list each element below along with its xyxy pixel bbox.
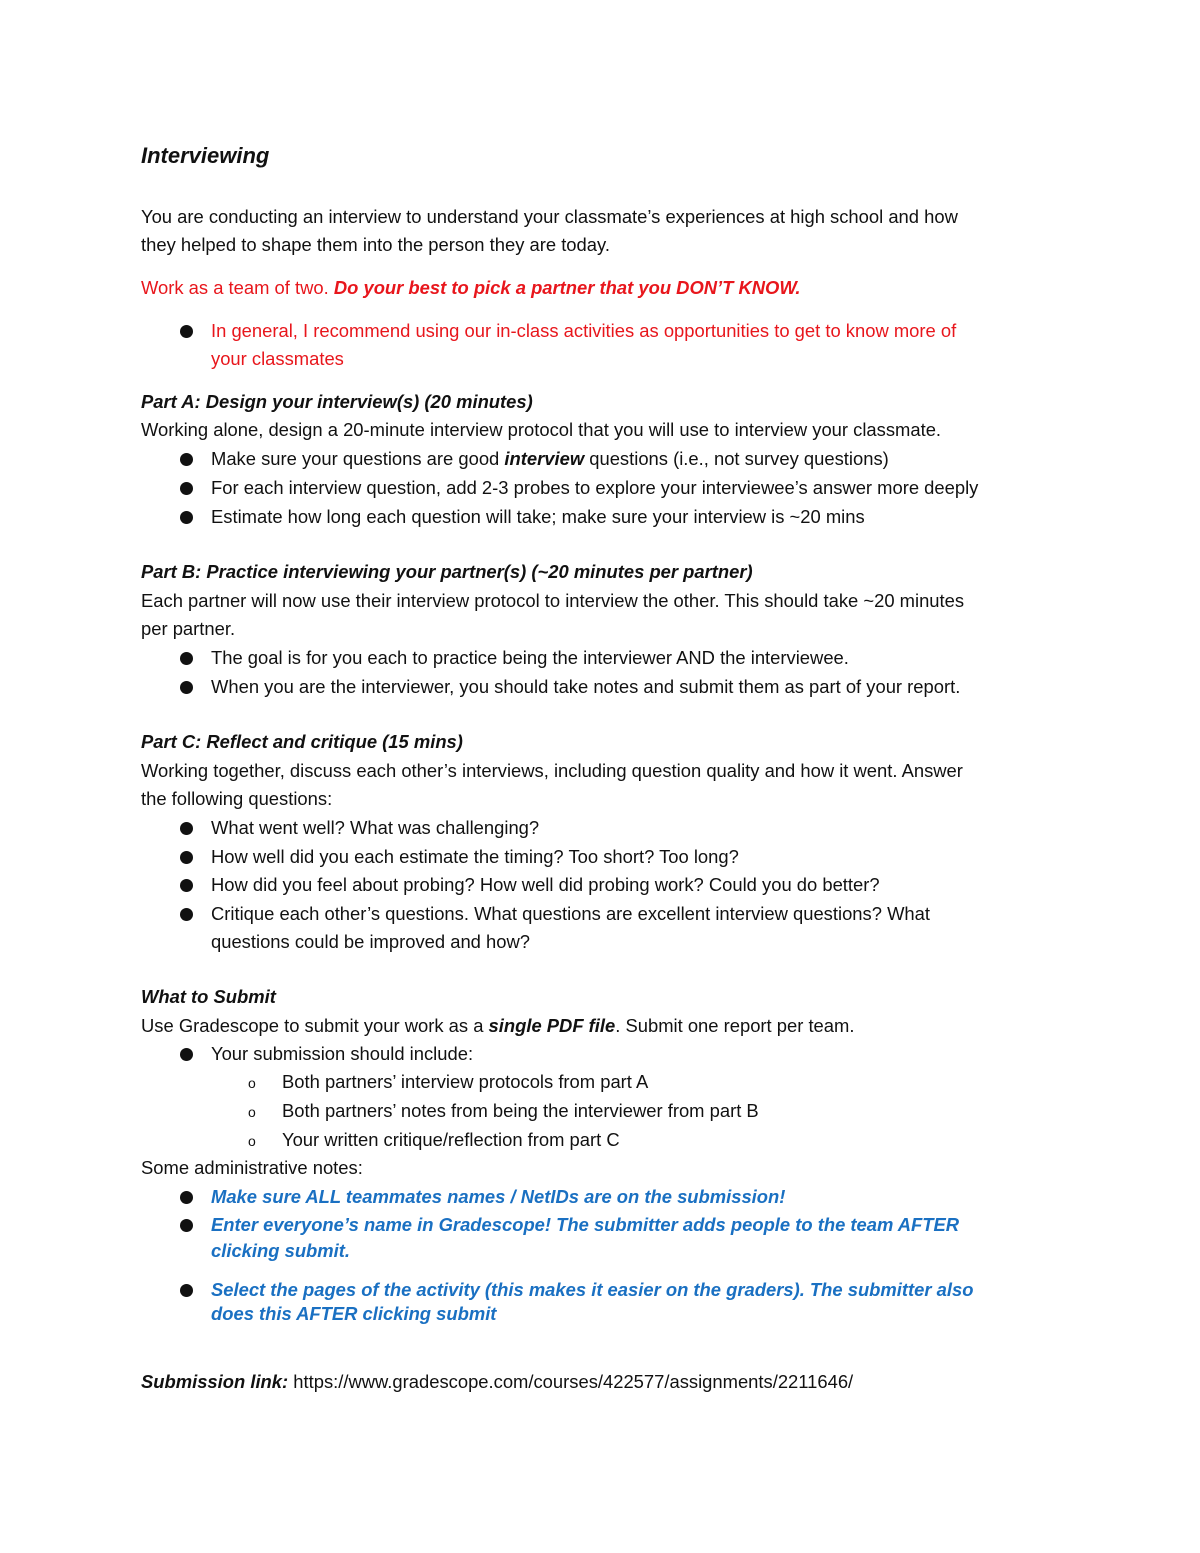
- part-a-bullet-2: For each interview question, add 2-3 probes to explore your interviewee’s answer more deeply: [211, 477, 979, 498]
- part-b-heading: Part B: Practice interviewing your partner(s) (~20 minutes per partner): [141, 561, 753, 582]
- bullet-icon: [180, 325, 193, 338]
- bullet-icon: [180, 482, 193, 495]
- admin-note-2-line-1: Enter everyone’s name in Gradescope! The submitter adds people to the team AFTER: [211, 1214, 960, 1235]
- submission-link-row: [141, 1373, 853, 1391]
- part-b-description-1: Each partner will now use their interview protocol to interview the other. This should take ~20 minutes: [141, 590, 965, 611]
- team-note-plain: Work as a team of two.: [141, 277, 334, 298]
- bullet-icon: [180, 822, 193, 835]
- bullet-icon: [180, 511, 193, 524]
- part-a-bullet-1-pre: Make sure your questions are good: [211, 448, 505, 469]
- bullet-icon: [180, 453, 193, 466]
- bullet-icon: [180, 908, 193, 921]
- part-c-bullet-4-line-2: questions could be improved and how?: [211, 931, 530, 952]
- part-a-bullet-3: Estimate how long each question will take; make sure your interview is ~20 mins: [211, 506, 865, 527]
- sub-bullet-marker: o: [248, 1133, 256, 1149]
- admin-note-3-line-1: Select the pages of the activity (this makes it easier on the graders). The submitter also: [211, 1279, 974, 1300]
- submit-bullet-1: Your submission should include:: [211, 1043, 474, 1064]
- admin-note-3-line-2: does this AFTER clicking submit: [211, 1303, 497, 1324]
- bullet-icon: [180, 1219, 193, 1232]
- bullet-icon: [180, 681, 193, 694]
- part-c-description-1: Working together, discuss each other’s interviews, including question quality and how it went. Answer: [141, 760, 963, 781]
- part-a-bullet-1-post: questions (i.e., not survey questions): [584, 448, 889, 469]
- team-note-emphasis: Do your best to pick a partner that you DON’T KNOW.: [333, 277, 801, 298]
- submit-description-pre: Use Gradescope to submit your work as a: [141, 1015, 489, 1036]
- sub-bullet-marker: o: [248, 1104, 256, 1120]
- part-a-heading: Part A: Design your interview(s) (20 minutes): [141, 391, 533, 412]
- intro-line-2: they helped to shape them into the person they are today.: [141, 234, 610, 255]
- part-c-bullet-4-line-1: Critique each other’s questions. What questions are excellent interview questions? What: [211, 903, 930, 924]
- bullet-icon: [180, 851, 193, 864]
- part-a-bullet-1: [211, 450, 889, 468]
- submit-sub-item-1: Both partners’ interview protocols from part A: [282, 1071, 649, 1092]
- part-a-bullet-1-emphasis: interview: [504, 448, 585, 469]
- sub-bullet-marker: o: [248, 1075, 256, 1091]
- submit-description-post: . Submit one report per team.: [615, 1015, 855, 1036]
- bullet-icon: [180, 879, 193, 892]
- page-title: Interviewing: [141, 143, 270, 168]
- bullet-icon: [180, 1191, 193, 1204]
- part-b-bullet-1: The goal is for you each to practice being the interviewer AND the interviewee.: [211, 647, 849, 668]
- bullet-icon: [180, 1048, 193, 1061]
- admin-note-1: Make sure ALL teammates names / NetIDs are on the submission!: [211, 1186, 786, 1207]
- part-c-description-2: the following questions:: [141, 788, 333, 809]
- submit-description: [141, 1017, 854, 1035]
- part-b-bullet-2: When you are the interviewer, you should take notes and submit them as part of your report.: [211, 676, 961, 697]
- submit-heading: What to Submit: [141, 986, 276, 1007]
- general-bullet-line-1: In general, I recommend using our in-class activities as opportunities to get to know more of: [211, 320, 957, 341]
- intro-line-1: You are conducting an interview to understand your classmate’s experiences at high school and how: [141, 206, 958, 227]
- general-bullet-line-2: your classmates: [211, 348, 344, 369]
- submission-link-url[interactable]: https://www.gradescope.com/courses/422577/assignments/2211646/: [293, 1371, 854, 1392]
- submit-sub-item-2: Both partners’ notes from being the interviewer from part B: [282, 1100, 759, 1121]
- submission-link-label: Submission link:: [141, 1371, 289, 1392]
- team-note: [141, 279, 800, 297]
- submit-description-emphasis: single PDF file: [488, 1015, 616, 1036]
- admin-note-2-line-2: clicking submit.: [211, 1240, 350, 1261]
- part-c-bullet-2: How well did you each estimate the timing? Too short? Too long?: [211, 846, 739, 867]
- bullet-icon: [180, 1284, 193, 1297]
- part-a-description: Working alone, design a 20-minute interview protocol that you will use to interview your classmate.: [141, 419, 942, 440]
- part-c-bullet-3: How did you feel about probing? How well did probing work? Could you do better?: [211, 874, 880, 895]
- part-c-heading: Part C: Reflect and critique (15 mins): [141, 731, 463, 752]
- part-b-description-2: per partner.: [141, 618, 236, 639]
- admin-notes-label: Some administrative notes:: [141, 1157, 363, 1178]
- part-c-bullet-1: What went well? What was challenging?: [211, 817, 540, 838]
- bullet-icon: [180, 652, 193, 665]
- submit-sub-item-3: Your written critique/reflection from part C: [282, 1129, 620, 1150]
